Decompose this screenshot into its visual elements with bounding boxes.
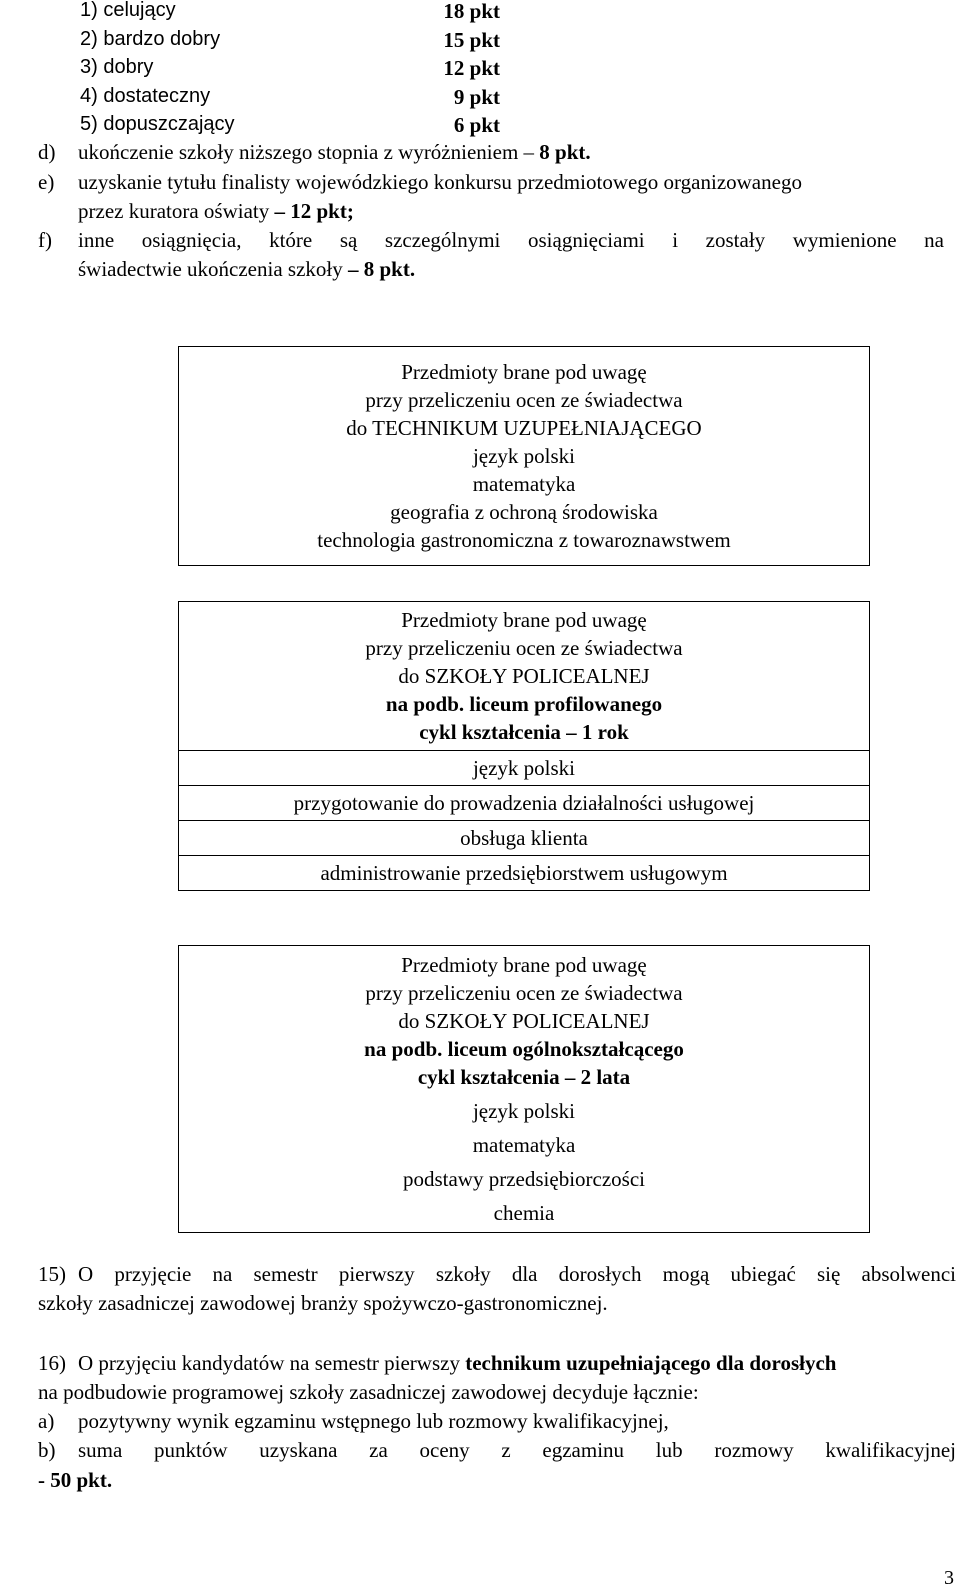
item-f-line1: inne osiągnięcia, które są szczególnymi osiągnięciami i zostały wymienione na xyxy=(78,228,944,252)
table-subject: matematyka xyxy=(472,472,576,496)
table-header-line: do TECHNIKUM UZUPEŁNIAJĄCEGO xyxy=(346,416,702,440)
grade-points: 15 pkt xyxy=(443,28,500,52)
item-f-body: świadectwie ukończenia szkoły xyxy=(78,257,343,281)
table-header-line: na podb. liceum ogólnokształcącego xyxy=(364,1037,684,1061)
item-e-line2 xyxy=(78,199,354,224)
para16-item-b-text: suma punktów uzyskana za oceny z egzaminu lub rozmowy kwalifikacyjnej xyxy=(78,1438,956,1462)
table-header-line: na podb. liceum profilowanego xyxy=(385,692,663,716)
table-header-line: cykl kształcenia – 1 rok xyxy=(419,720,629,744)
table-header-line: Przedmioty brane pod uwagę xyxy=(401,360,647,384)
item-f-points: – 8 pkt. xyxy=(348,257,416,281)
grade-label: 2) bardzo dobry xyxy=(80,28,221,50)
table-subject: język polski xyxy=(179,751,870,786)
item-f-marker: f) xyxy=(38,228,52,252)
grade-points: 18 pkt xyxy=(443,0,500,23)
item-d-body: ukończenie szkoły niższego stopnia z wyróżnieniem – xyxy=(78,140,535,164)
grade-points: 12 pkt xyxy=(443,56,500,80)
grade-label: 5) dopuszczający xyxy=(80,113,235,135)
table-subject: matematyka xyxy=(472,1133,576,1157)
table-header-line: przy przeliczeniu ocen ze świadectwa xyxy=(365,636,683,660)
subjects-table-policealna-profilowane xyxy=(178,601,870,891)
grade-label: 1) celujący xyxy=(80,0,176,21)
para16-number: 16) xyxy=(38,1351,66,1375)
grade-points: 6 pkt xyxy=(453,113,500,137)
table-subject: podstawy przedsiębiorczości xyxy=(402,1167,645,1191)
para16-line1 xyxy=(78,1351,836,1376)
grade-label: 3) dobry xyxy=(80,56,154,78)
para15-number: 15) xyxy=(38,1262,66,1286)
table-subject: geografia z ochroną środowiska xyxy=(390,500,658,524)
subjects-table-technikum xyxy=(178,346,870,566)
para16-line1-text: O przyjęciu kandydatów na semestr pierwszy xyxy=(78,1351,460,1375)
grade-points: 9 pkt xyxy=(453,85,500,109)
para16-line1-bold: technikum uzupełniającego dla dorosłych xyxy=(465,1351,837,1375)
grade-label: 4) dostateczny xyxy=(80,85,211,107)
para16-line2: na podbudowie programowej szkoły zasadniczej zawodowej decyduje łącznie: xyxy=(38,1380,699,1404)
item-d-text xyxy=(78,140,591,165)
para16-final: - 50 pkt. xyxy=(38,1468,113,1492)
item-f-line2 xyxy=(78,257,415,282)
table-header-line: Przedmioty brane pod uwagę xyxy=(401,608,647,632)
item-e-points: – 12 pkt; xyxy=(274,199,354,223)
table-subject: język polski xyxy=(472,444,576,468)
table-header-line: do SZKOŁY POLICEALNEJ xyxy=(398,664,650,688)
para16-item-a-marker: a) xyxy=(38,1409,55,1433)
table-header-cell xyxy=(179,347,870,566)
table-header-cell xyxy=(179,602,870,751)
item-e-marker: e) xyxy=(38,170,55,194)
item-d-points: 8 pkt. xyxy=(539,140,591,164)
table-subject: administrowanie przedsiębiorstwem usługowym xyxy=(179,856,870,891)
table-subject: technologia gastronomiczna z towaroznawstwem xyxy=(317,528,731,552)
table-subject: obsługa klienta xyxy=(179,821,870,856)
table-subject: chemia xyxy=(493,1201,555,1225)
table-header-line: Przedmioty brane pod uwagę xyxy=(401,953,647,977)
table-header-cell xyxy=(179,946,870,1233)
table-header-line: do SZKOŁY POLICEALNEJ xyxy=(398,1009,650,1033)
para16-item-b-marker: b) xyxy=(38,1438,56,1462)
para15-line1: O przyjęcie na semestr pierwszy szkoły dla dorosłych mogą ubiegać się absolwenci xyxy=(78,1262,956,1286)
item-e-body: przez kuratora oświaty xyxy=(78,199,270,223)
table-subject: język polski xyxy=(472,1099,576,1123)
table-header-line: cykl kształcenia – 2 lata xyxy=(417,1065,631,1089)
table-header-line: przy przeliczeniu ocen ze świadectwa xyxy=(365,981,683,1005)
para16-item-a-text: pozytywny wynik egzaminu wstępnego lub rozmowy kwalifikacyjnej, xyxy=(78,1409,669,1433)
para15-line2: szkoły zasadniczej zawodowej branży spożywczo-gastronomicznej. xyxy=(38,1291,608,1315)
table-subject: przygotowanie do prowadzenia działalności usługowej xyxy=(179,786,870,821)
subjects-table-policealna-ogolnoksztalcace xyxy=(178,945,870,1233)
item-d-marker: d) xyxy=(38,140,56,164)
page-number: 3 xyxy=(944,1567,954,1589)
table-header-line: przy przeliczeniu ocen ze świadectwa xyxy=(365,388,683,412)
item-e-line1: uzyskanie tytułu finalisty wojewódzkiego konkursu przedmiotowego organizowanego xyxy=(78,170,802,194)
